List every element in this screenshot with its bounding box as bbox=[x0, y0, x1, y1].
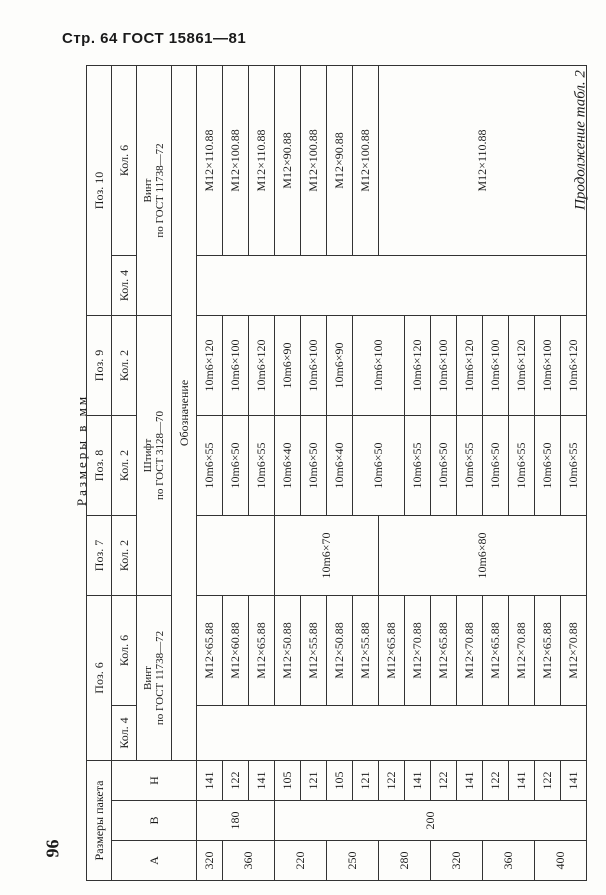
cell-pos10-kol6: M12×100.88 bbox=[223, 65, 249, 255]
cell-pos7: 10m6×80 bbox=[379, 515, 587, 595]
cell-pos8: 10m6×50 bbox=[431, 415, 457, 515]
cell-pos8: 10m6×55 bbox=[509, 415, 535, 515]
cell-pos6-kol6: M12×70.88 bbox=[561, 595, 587, 705]
cell-pos6-kol6: M12×50.88 bbox=[275, 595, 301, 705]
cell-pos6-kol6: M12×65.88 bbox=[535, 595, 561, 705]
cell-pos9: 10m6×100 bbox=[353, 315, 405, 415]
cell-pos6-kol6: M12×65.88 bbox=[483, 595, 509, 705]
cell-b: 200 bbox=[275, 801, 587, 841]
cell-h: 121 bbox=[301, 760, 327, 800]
cell-a: 320 bbox=[197, 841, 223, 881]
cell-pos8: 10m6×50 bbox=[483, 415, 509, 515]
cell-h: 122 bbox=[431, 760, 457, 800]
cell-pos8: 10m6×40 bbox=[327, 415, 353, 515]
table-body bbox=[197, 65, 587, 880]
cell-pos10-kol4 bbox=[197, 255, 587, 315]
cell-pos6-kol6: M12×65.88 bbox=[379, 595, 405, 705]
cell-pos6-kol6: M12×60.88 bbox=[223, 595, 249, 705]
cell-pos8: 10m6×50 bbox=[353, 415, 405, 515]
cell-pos10-kol6: M12×90.88 bbox=[327, 65, 353, 255]
header-col-h: H bbox=[112, 760, 197, 800]
page-number: 96 bbox=[42, 839, 63, 858]
cell-pos8: 10m6×40 bbox=[275, 415, 301, 515]
cell-a: 250 bbox=[327, 841, 379, 881]
cell-pos9: 10m6×90 bbox=[275, 315, 301, 415]
cell-a: 280 bbox=[379, 841, 431, 881]
rotated-table-wrapper bbox=[86, 66, 580, 881]
cell-b: 180 bbox=[197, 801, 275, 841]
cell-h: 105 bbox=[275, 760, 301, 800]
header-vint-left bbox=[137, 595, 172, 760]
cell-pos6-kol6: M12×65.88 bbox=[249, 595, 275, 705]
header-pos7-kol2: Кол. 2 bbox=[112, 515, 137, 595]
cell-pos7: 10m6×70 bbox=[275, 515, 379, 595]
cell-pos8: 10m6×50 bbox=[223, 415, 249, 515]
cell-pos9: 10m6×120 bbox=[561, 315, 587, 415]
cell-pos9: 10m6×90 bbox=[327, 315, 353, 415]
cell-pos10-kol6: M12×90.88 bbox=[275, 65, 301, 255]
cell-pos9: 10m6×100 bbox=[223, 315, 249, 415]
cell-h: 122 bbox=[223, 760, 249, 800]
vint-label-left: Винт bbox=[142, 666, 154, 690]
cell-a: 400 bbox=[535, 841, 587, 881]
cell-pos10-kol6: M12×110.88 bbox=[249, 65, 275, 255]
cell-pos7 bbox=[197, 515, 275, 595]
table-area bbox=[86, 66, 580, 881]
shtift-std: по ГОСТ 3128—70 bbox=[154, 410, 166, 501]
cell-pos10-kol6: M12×100.88 bbox=[301, 65, 327, 255]
cell-pos9: 10m6×120 bbox=[405, 315, 431, 415]
cell-pos9: 10m6×100 bbox=[535, 315, 561, 415]
cell-h: 141 bbox=[509, 760, 535, 800]
header-package-dims: Размеры пакета bbox=[87, 760, 112, 880]
cell-pos6-kol6: M12×70.88 bbox=[405, 595, 431, 705]
cell-h: 141 bbox=[405, 760, 431, 800]
cell-pos8: 10m6×50 bbox=[301, 415, 327, 515]
cell-pos8: 10m6×55 bbox=[405, 415, 431, 515]
cell-h: 122 bbox=[483, 760, 509, 800]
header-pos6-kol4: Кол. 4 bbox=[112, 705, 137, 760]
cell-pos6-kol6: M12×65.88 bbox=[431, 595, 457, 705]
cell-pos6-kol4 bbox=[197, 705, 587, 760]
vint-label-right: Винт bbox=[142, 178, 154, 203]
cell-pos8: 10m6×55 bbox=[457, 415, 483, 515]
cell-a: 220 bbox=[275, 841, 327, 881]
cell-a: 360 bbox=[223, 841, 275, 881]
cell-pos6-kol6: M12×50.88 bbox=[327, 595, 353, 705]
cell-h: 121 bbox=[353, 760, 379, 800]
cell-pos10-kol6: M12×110.88 bbox=[197, 65, 223, 255]
vint-std-right: по ГОСТ 11738—72 bbox=[154, 143, 166, 238]
cell-pos9: 10m6×100 bbox=[301, 315, 327, 415]
units-label: Размеры в мм bbox=[74, 393, 89, 507]
cell-h: 141 bbox=[197, 760, 223, 800]
header-col-a: A bbox=[112, 841, 197, 881]
cell-pos9: 10m6×120 bbox=[249, 315, 275, 415]
table-caption: Продолжение табл. 2 bbox=[572, 70, 589, 210]
header-pos9: Поз. 9 bbox=[87, 315, 112, 415]
fastener-table bbox=[86, 65, 587, 881]
cell-a: 320 bbox=[431, 841, 483, 881]
table-head bbox=[87, 65, 197, 880]
header-row-3 bbox=[137, 65, 172, 880]
header-designation: Обозначение bbox=[172, 65, 197, 760]
header-pos10-kol6: Кол. 6 bbox=[112, 65, 137, 255]
page-header: Стр. 64 ГОСТ 15861—81 bbox=[62, 30, 247, 47]
cell-h: 141 bbox=[249, 760, 275, 800]
header-pos7: Поз. 7 bbox=[87, 515, 112, 595]
cell-h: 141 bbox=[457, 760, 483, 800]
table-row bbox=[197, 65, 223, 880]
header-pos6: Поз. 6 bbox=[87, 595, 112, 760]
cell-pos6-kol6: M12×65.88 bbox=[197, 595, 223, 705]
cell-pos6-kol6: M12×70.88 bbox=[457, 595, 483, 705]
cell-h: 122 bbox=[535, 760, 561, 800]
cell-pos9: 10m6×120 bbox=[509, 315, 535, 415]
cell-pos9: 10m6×120 bbox=[197, 315, 223, 415]
header-pos10: Поз. 10 bbox=[87, 65, 112, 315]
header-col-b: B bbox=[112, 801, 197, 841]
cell-pos8: 10m6×55 bbox=[197, 415, 223, 515]
cell-pos10-kol6: M12×110.88 bbox=[379, 65, 587, 255]
vint-std-left: по ГОСТ 11738—72 bbox=[154, 630, 166, 726]
header-row-2 bbox=[112, 65, 137, 880]
header-pos8: Поз. 8 bbox=[87, 415, 112, 515]
cell-pos9: 10m6×100 bbox=[431, 315, 457, 415]
cell-pos6-kol6: M12×55.88 bbox=[353, 595, 379, 705]
header-shtift bbox=[137, 315, 172, 595]
header-pos6-kol6: Кол. 6 bbox=[112, 595, 137, 705]
cell-pos8: 10m6×55 bbox=[249, 415, 275, 515]
header-row-1 bbox=[87, 65, 112, 880]
cell-pos9: 10m6×100 bbox=[483, 315, 509, 415]
cell-pos8: 10m6×55 bbox=[561, 415, 587, 515]
cell-a: 360 bbox=[483, 841, 535, 881]
header-vint-right bbox=[137, 65, 172, 315]
cell-pos6-kol6: M12×55.88 bbox=[301, 595, 327, 705]
cell-h: 122 bbox=[379, 760, 405, 800]
header-pos9-kol2: Кол. 2 bbox=[112, 315, 137, 415]
cell-h: 105 bbox=[327, 760, 353, 800]
cell-pos10-kol6: M12×100.88 bbox=[353, 65, 379, 255]
header-pos10-kol4: Кол. 4 bbox=[112, 255, 137, 315]
cell-pos8: 10m6×50 bbox=[535, 415, 561, 515]
header-row-4 bbox=[172, 65, 197, 880]
header-pos8-kol2: Кол. 2 bbox=[112, 415, 137, 515]
cell-pos6-kol6: M12×70.88 bbox=[509, 595, 535, 705]
cell-pos9: 10m6×120 bbox=[457, 315, 483, 415]
shtift-label: Штифт bbox=[142, 438, 154, 473]
cell-h: 141 bbox=[561, 760, 587, 800]
